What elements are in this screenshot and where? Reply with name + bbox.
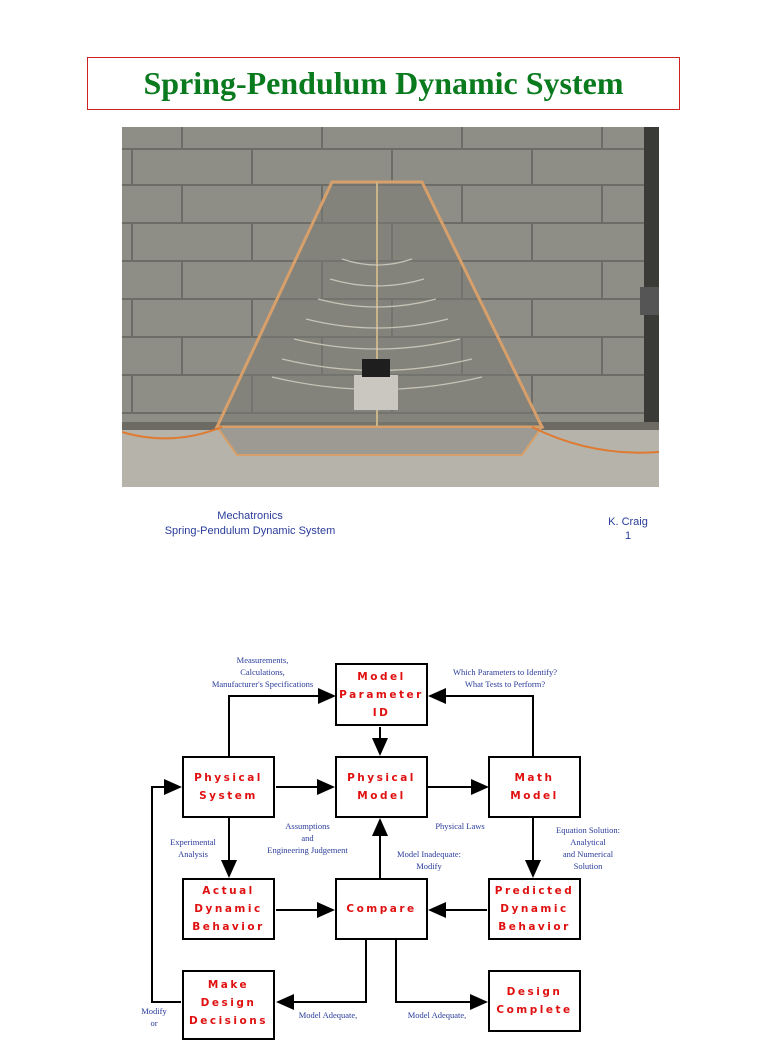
box-actual-dynamic-behavior-label: Actual Dynamic Behavior bbox=[192, 885, 265, 933]
footer-left bbox=[120, 509, 380, 539]
box-compare-label: Compare bbox=[346, 903, 417, 915]
note-measurements: Measurements, Calculations, Manufacturer's Specifications bbox=[211, 655, 314, 689]
box-physical-model-label: Physical Model bbox=[347, 772, 416, 802]
note-modify-or: Modify or bbox=[141, 1006, 167, 1028]
note-model-inadequate: Model Inadequate: Modify bbox=[397, 849, 461, 871]
arrow-decisions-to-system bbox=[152, 787, 181, 1002]
box-make-design-decisions bbox=[182, 970, 275, 1040]
footer-right bbox=[588, 515, 668, 543]
note-experimental-analysis: Experimental Analysis bbox=[170, 837, 216, 859]
box-predicted-dynamic-behavior bbox=[488, 878, 581, 940]
box-make-design-decisions-label: Make Design Decisions bbox=[189, 979, 268, 1027]
footer-course: Mechatronics bbox=[217, 510, 283, 522]
footer-page-number: 1 bbox=[624, 530, 632, 542]
box-physical-model bbox=[335, 756, 428, 818]
page-title: Spring-Pendulum Dynamic System bbox=[143, 65, 624, 101]
arrow-system-to-param-id bbox=[229, 696, 334, 756]
arrow-compare-to-decisions bbox=[278, 940, 366, 1002]
title-box bbox=[87, 57, 680, 110]
box-physical-system bbox=[182, 756, 275, 818]
footer-author: K. Craig bbox=[608, 516, 648, 528]
note-model-adequate-left: Model Adequate, bbox=[298, 1010, 358, 1020]
box-model-parameter-id bbox=[335, 663, 428, 726]
box-design-complete-label: Design Complete bbox=[496, 986, 573, 1016]
arrow-compare-to-complete bbox=[396, 940, 486, 1002]
box-design-complete bbox=[488, 970, 581, 1032]
note-which-parameters: Which Parameters to Identify? What Tests to Perform? bbox=[452, 667, 558, 689]
box-model-parameter-id-label: Model Parameter ID bbox=[339, 670, 424, 719]
spring-pendulum-photo bbox=[122, 127, 659, 487]
box-physical-system-label: Physical System bbox=[194, 772, 263, 802]
footer-subtitle: Spring-Pendulum Dynamic System bbox=[164, 525, 336, 537]
box-actual-dynamic-behavior bbox=[182, 878, 275, 940]
box-compare bbox=[335, 878, 428, 940]
modeling-flow-diagram bbox=[0, 640, 768, 1028]
arrow-math-to-param-id bbox=[430, 696, 533, 756]
note-model-adequate-right: Model Adequate, bbox=[407, 1010, 467, 1020]
note-equation-solution: Equation Solution: Analytical and Numerical Solution bbox=[556, 825, 620, 871]
note-physical-laws: Physical Laws bbox=[435, 821, 485, 831]
box-math-model-label: Math Model bbox=[510, 772, 559, 802]
box-math-model bbox=[488, 756, 581, 818]
box-predicted-dynamic-behavior-label: Predicted Dynamic Behavior bbox=[494, 885, 575, 933]
note-assumptions: Assumptions and Engineering Judgement bbox=[267, 821, 348, 855]
